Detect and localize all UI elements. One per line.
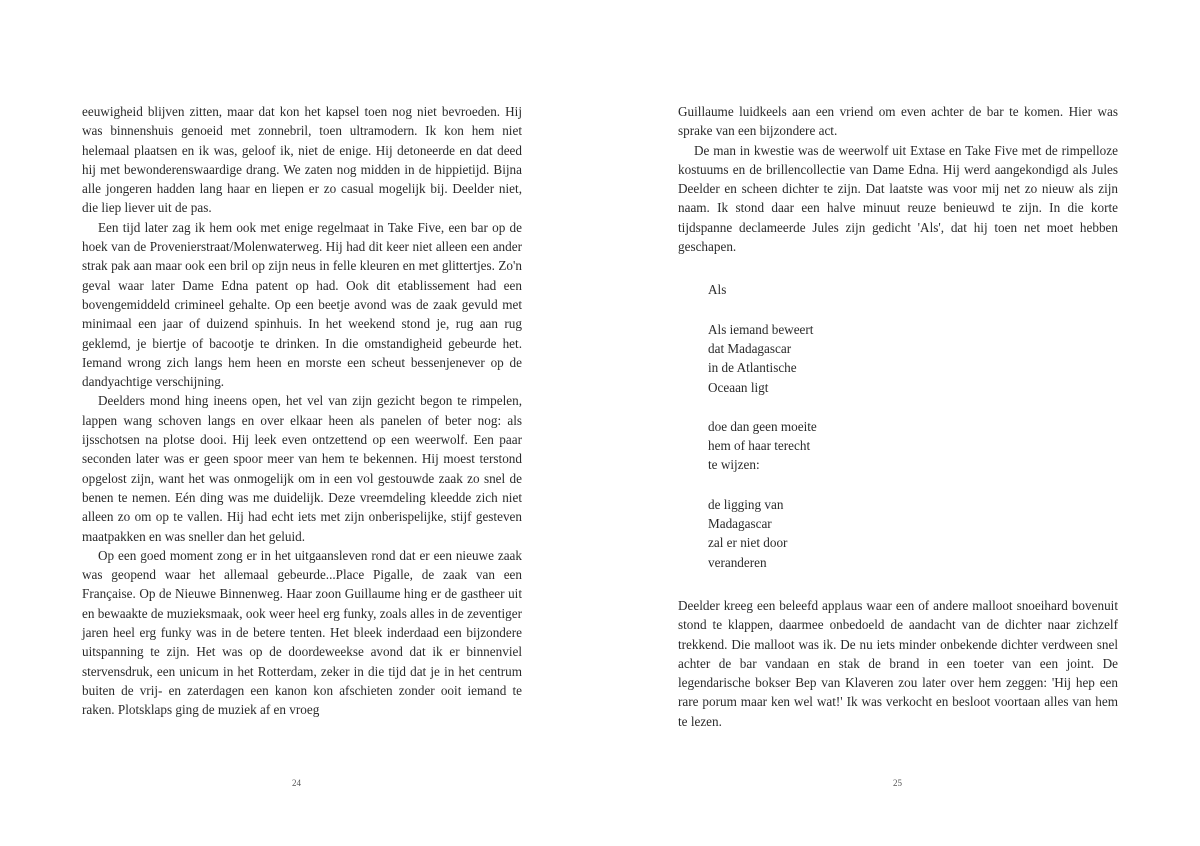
left-page-number: 24 — [292, 778, 301, 788]
poem-line: hem of haar terecht — [708, 438, 811, 454]
left-paragraph-1: eeuwigheid blijven zitten, maar dat kon het kapsel toen nog niet bevroeden. Hij was binnenshuis genoeid met zonnebril, toen ultramodern. Ik kon hem niet helemaal plaatsen en ik was, geloof ik, niet de enige. Hij detoneerde en dat deed hij met bewonderenswaardige drang. We zaten nog midden in de hippietijd. Bijna alle jongeren hadden lang haar en liepen er zo casual mogelijk bij. Deelder niet, die liep liever uit de pas. — [82, 104, 522, 216]
right-page — [678, 102, 1118, 812]
poem-stanza-1 — [708, 320, 1118, 397]
poem-line: Madagascar — [708, 516, 772, 532]
poem — [708, 280, 1118, 572]
right-paragraph-1: Guillaume luidkeels aan een vriend om even achter de bar te komen. Hier was sprake van een bijzondere act. — [678, 104, 1118, 139]
right-page-body-bottom — [678, 596, 1118, 731]
left-page — [82, 102, 522, 812]
poem-line: doe dan geen moeite — [708, 418, 817, 434]
right-page-number: 25 — [893, 778, 902, 788]
poem-line: in de Atlantische — [708, 360, 797, 376]
poem-stanza-2 — [708, 417, 1118, 475]
poem-stanza-3 — [708, 495, 1118, 572]
left-page-body — [82, 102, 522, 720]
poem-line: Oceaan ligt — [708, 379, 769, 395]
poem-line: veranderen — [708, 554, 767, 570]
poem-line: Als iemand beweert — [708, 321, 814, 337]
poem-title: Als — [708, 282, 727, 298]
poem-line: de ligging van — [708, 496, 784, 512]
right-paragraph-2: De man in kwestie was de weerwolf uit Extase en Take Five met de rimpelloze kostuums en de brillencollectie van Dame Edna. Hij werd aangekondigd als Jules Deelder en scheen dichter te zijn. Dat laatste was voor mij net zo nieuw als zijn naam. Ik stond daar een halve minuut reuze benieuwd te zijn. In die korte tijdspanne declameerde Jules zijn gedicht 'Als', dat hij toen net moet hebben geschapen. — [678, 142, 1118, 255]
poem-line: zal er niet door — [708, 535, 788, 551]
poem-line: dat Madagascar — [708, 340, 792, 356]
left-paragraph-4: Op een goed moment zong er in het uitgaansleven rond dat er een nieuwe zaak was geopend waar het allemaal gebeurde...Place Pigalle, de zaak van een Française. Op de Nieuwe Binnenweg. Haar zoon Guillaume hing er de gastheer uit en bewaakte de muzieksmaak, ook weer heel erg funky, zoals alles in de zeventiger jaren heel erg funky was in de betere tenten. Het bleek inderdaad een bijzondere uitspanning te zijn. Het was op de doordeweekse avond dat ik er binnenviel stervensdruk, een unicum in het Rotterdam, zeker in die tijd dat je in het centrum buiten de vrij- en zaterdagen een kanon kon afschieten zonder ooit iemand te raken. Plotsklaps ging de muziek af en vroeg — [82, 547, 522, 718]
left-paragraph-2: Een tijd later zag ik hem ook met enige regelmaat in Take Five, een bar op de hoek van de Provenierstraat/Molenwaterweg. Hij had dit keer niet alleen een ander strak pak aan maar ook een bril op zijn neus in felle kleuren en met glittertjes. Zo'n geval waar later Dame Edna patent op had. Ook dit etablissement had een bovengemiddeld crimineel gehalte. Op een beetje avond was de zaak gevuld met minimaal een jaar of duizend spinhuis. In het weekend stond je, rug aan rug geklemd, je biertje of bacootje te drinken. In die omstandigheid gebeurde het. Iemand wrong zich langs hem heen en morste een scheut bessenjenever op de dandyachtige verschijning. — [82, 219, 522, 390]
poem-line: te wijzen: — [708, 457, 760, 473]
right-paragraph-3: Deelder kreeg een beleefd applaus waar een of andere malloot snoeihard bovenuit stond te klappen, daarmee onbedoeld de aandacht van de dichter naar zichzelf trekkend. Die malloot was ik. De nu iets minder onbekende dichter verdween snel achter de bar vandaan en stak de brand in een toeter van een joint. De legendarische bokser Bep van Klaveren zou later over hem zeggen: 'Hij hep een rare porum maar ken wel wat!' Ik was verkocht en besloot voortaan alles van hem te lezen. — [678, 597, 1118, 729]
right-page-body-top — [678, 102, 1118, 256]
left-paragraph-3: Deelders mond hing ineens open, het vel van zijn gezicht begon te rimpelen, lappen wang schoven langs en over elkaar heen als panelen of beter nog: als ijsschotsen na plotse dooi. Hij leek even ontzettend op een weerwolf. Een paar seconden later was er geen spoor meer van hem te bekennen. Hij moest terstond opgelost zijn, want het was onmogelijk om in een vol gestouwde zaak zo snel de benen te nemen. Eén ding was me duidelijk. Deze vreemdeling kleedde zich niet alleen zo om op te vallen. Hij had echt iets met zijn onberispelijke, stijf gesteven maatpakken en was sneller dan het geluid. — [82, 393, 522, 544]
